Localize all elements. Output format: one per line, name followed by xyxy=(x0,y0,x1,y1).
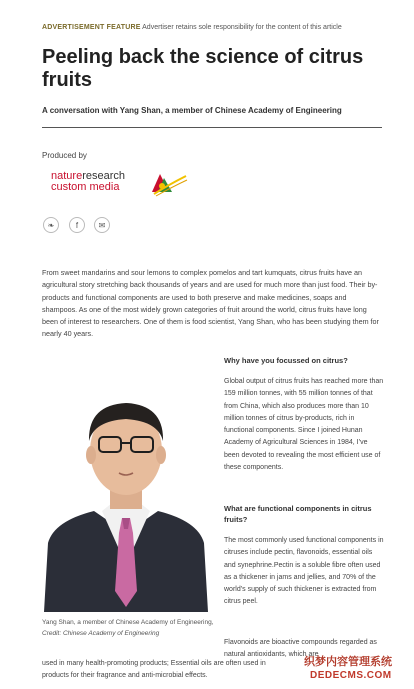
flavonoids-line-2: products for their fragrance and anti-microbial effects. xyxy=(42,672,208,680)
answer-functional-components: The most commonly used functional components in citruses include pectin, flavonoids, essential oils and synephrine.Pectin is a soluble fibre often used as a thickener in jams and jellies, and 70% of the world’s supply of such thickener is extracted from citrus peel. xyxy=(224,537,384,606)
email-icon[interactable]: ✉ xyxy=(94,217,110,233)
article-title: Peeling back the science of citrus fruits xyxy=(42,46,364,91)
facebook-icon[interactable]: f xyxy=(69,217,85,233)
portrait-photo xyxy=(42,383,210,612)
flavonoids-line-1: used in many health-promoting products; Essential oils are often used in xyxy=(42,660,266,667)
academy-emblem-icon xyxy=(150,170,188,198)
article-subtitle: A conversation with Yang Shan, a member of Chinese Academy of Engineering xyxy=(42,106,342,115)
watermark-line-2: DEDECMS.COM xyxy=(310,670,392,681)
divider xyxy=(42,127,382,128)
twitter-icon[interactable]: ❧ xyxy=(43,217,59,233)
advertisement-notice xyxy=(42,24,382,31)
photo-caption xyxy=(42,617,217,639)
question-why-citrus: Why have you focussed on citrus? xyxy=(224,356,348,365)
ad-disclaimer: Advertiser retains sole responsibility for the content of this article xyxy=(140,24,342,31)
watermark-line-1: 织梦内容管理系统 xyxy=(304,656,392,668)
answer-why-citrus: Global output of citrus fruits has reached more than 159 million tonnes, with 55 million tonnes of that from China, which also produces more than 10 million tonnes of citrus by-products, rich in functional components. Since I joined Hunan Academy of Agricultural Sciences in 1984, I’ve been devoted to revealing the most efficient use of these components. xyxy=(224,378,384,472)
logo-text-custom-media: custom media xyxy=(51,181,120,193)
logo-text-nature: nature xyxy=(51,170,83,182)
answer-flavonoids-start: Flavonoids are bioactive compounds regarded as natural antioxidants, which are xyxy=(224,639,377,659)
caption-text: Yang Shan, a member of Chinese Academy of Engineering, xyxy=(42,619,214,626)
caption-credit: Credit: Chinese Academy of Engineering xyxy=(42,630,160,637)
produced-by-label: Produced by xyxy=(42,151,87,160)
question-functional-components: What are functional components in citrus fruits? xyxy=(224,504,372,524)
ad-label: ADVERTISEMENT FEATURE xyxy=(42,24,141,31)
nature-research-logo[interactable] xyxy=(51,171,125,193)
watermark xyxy=(300,651,412,685)
logo-text-research: research xyxy=(82,170,125,182)
intro-paragraph: From sweet mandarins and sour lemons to complex pomelos and tart kumquats, citrus fruits have an agricultural story stretching back thousands of years and are used for much more than just food. Their by-products and functional components are used to both preserve and make medicines, soaps and shampoos. As one of the most widely grown categories of fruit around the world, citrus fruits have long been of interest to researchers. One of them is food scientist, Yang Shan, who has been studying them for nearly 40 years. xyxy=(42,268,379,339)
